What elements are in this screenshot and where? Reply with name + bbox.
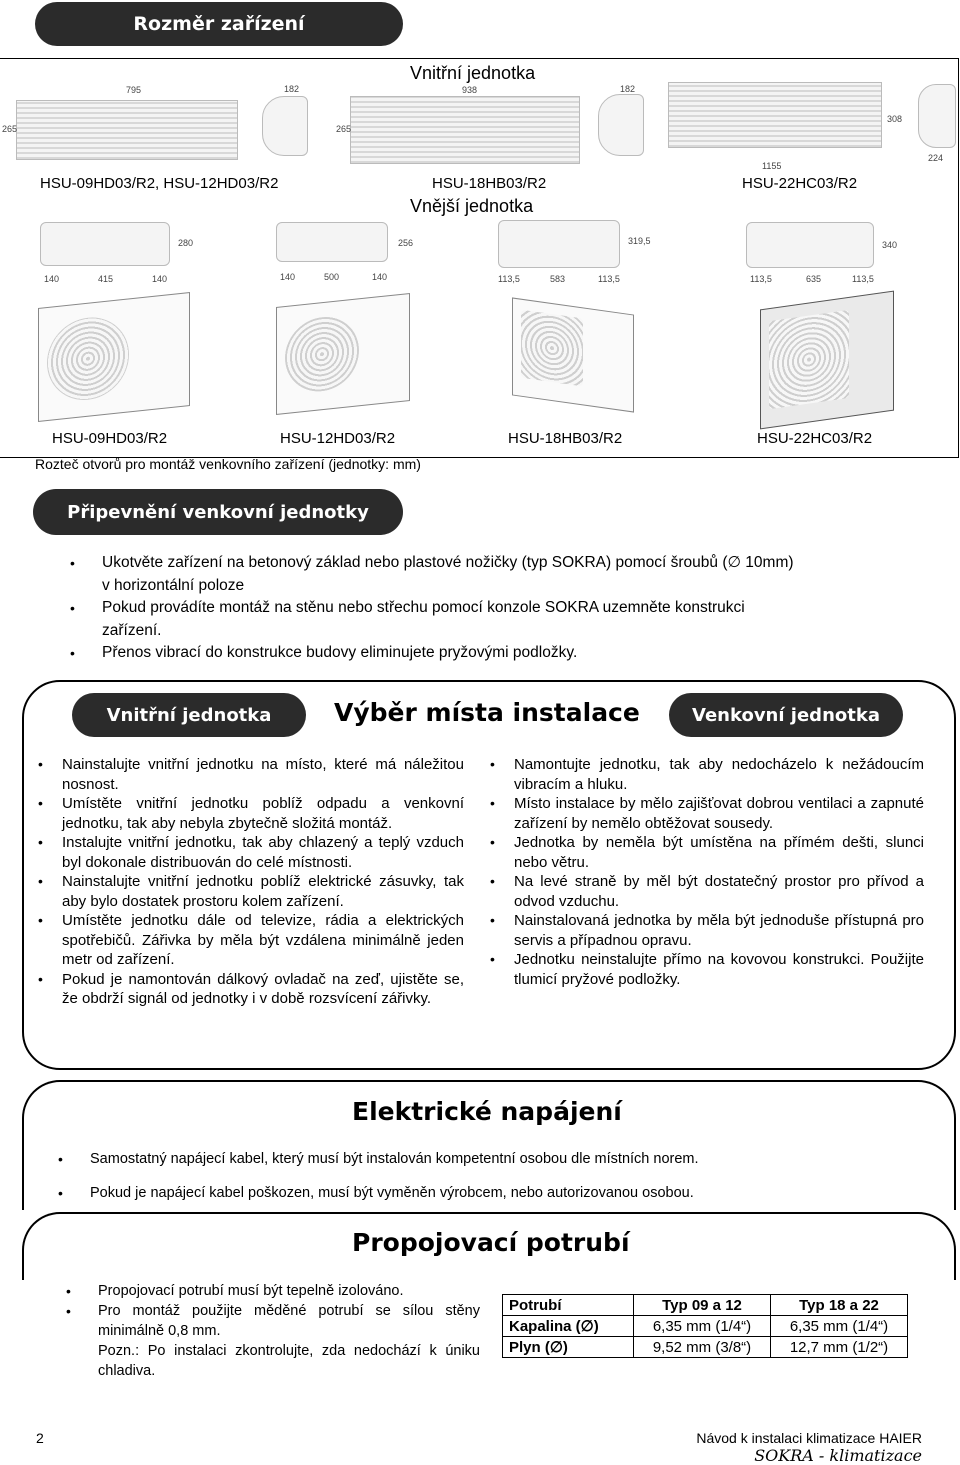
list-item: • Ukotvěte zařízení na betonový základ nebo plastové nožičky (typ SOKRA) pomocí šroubů (∅ 10mm) [102,552,942,575]
list-item: v horizontální poloze [102,576,245,594]
outdoor-unit-figure-c [512,297,634,412]
list-item: • Přenos vibrací do konstrukce budovy eliminujete pryžovými podložky. [102,642,942,665]
list-item: • Pokud je namontován dálkový ovladač na zeď, ujistěte se, že obdrží signál od jednotky i v době rozsvícení zářivky. [62,970,464,1009]
dim-label: 140 [372,272,388,282]
dim-label: 340 [882,240,898,250]
table-header: Typ 09 a 12 [634,1295,771,1316]
outdoor-model-a: HSU-09HD03/R2 [52,430,168,447]
power-supply-list [90,1142,930,1210]
dim-label: 280 [178,238,194,248]
dim-label: 256 [398,238,414,248]
list-item: • Nainstalujte vnitřní jednotku na místo, které má náležitou nosnost. [62,755,464,794]
dim-label: 308 [887,114,903,124]
outdoor-base-plan-b [276,222,388,262]
list-item: • Místo instalace by mělo zajišťovat dobrou ventilaci a zapnuté zařízení by nemělo obtěžovat sousedy. [514,794,924,833]
dim-label: 265 [336,124,352,134]
indoor-unit-side-a [262,96,308,156]
table-header: Typ 18 a 22 [771,1295,908,1316]
outdoor-fan-grille [47,313,129,404]
page-number: 2 [36,1430,44,1446]
outdoor-fan-grille [769,310,849,409]
list-item: • Pro montáž použijte měděné potrubí se sílou stěny minimálně 0,8 mm. [98,1301,480,1341]
table-cell: 6,35 mm (1/4“) [771,1316,908,1337]
list-item: • Samostatný napájecí kabel, který musí být instalován kompetentní osobou dle místních norem. [90,1142,930,1176]
list-item: • Instalujte vnitřní jednotku, tak aby chlazený a teplý vzduch byl dokonale distribuován do celé místnosti. [62,833,464,872]
dim-label: 140 [44,274,60,284]
mounting-list [102,552,942,665]
outdoor-base-plan-d [746,222,874,268]
dim-label: 140 [152,274,168,284]
section-pill-outdoor-mounting: Připevnění venkovní jednotky [33,489,403,535]
indoor-model-a: HSU-09HD03/R2, HSU-12HD03/R2 [40,175,279,192]
table-cell: 9,52 mm (3/8“) [634,1337,771,1358]
list-item: zařízení. [102,621,162,639]
indoor-model-b: HSU-18HB03/R2 [432,175,547,192]
indoor-unit-side-c [918,84,956,148]
piping-list [98,1281,480,1381]
table-cell: Plyn (∅) [503,1337,634,1358]
indoor-title: Vnitřní jednotka [410,63,536,83]
outdoor-unit-figure-d [760,291,894,430]
section-pill-outdoor: Venkovní jednotka [669,693,903,737]
list-item: • Jednotku neinstalujte přímo na kovovou konstrukci. Použijte tlumicí pryžové podložky. [514,950,924,989]
outdoor-base-plan-c [498,220,620,268]
indoor-unit-figure-c [668,82,882,148]
outdoor-base-plan-a [40,222,170,266]
indoor-site-list [62,755,464,1009]
table-row [503,1316,908,1337]
table-cell: 6,35 mm (1/4“) [634,1316,771,1337]
dim-label: 938 [462,85,478,95]
dim-label: 182 [284,84,300,94]
dim-label: 113,5 [498,274,520,284]
indoor-model-c: HSU-22HC03/R2 [742,175,858,192]
outdoor-model-c: HSU-18HB03/R2 [508,430,623,447]
dim-label: 1155 [762,161,782,171]
dim-label: 319,5 [628,236,651,246]
list-item: • Nainstalovaná jednotka by měla být jednoduše přístupná pro servis a případnou opravu. [514,911,924,950]
list-item: • Pokud provádíte montáž na stěnu nebo střechu pomocí konzole SOKRA uzemněte konstrukci [102,597,942,620]
table-cell: Kapalina (∅) [503,1316,634,1337]
list-item: Pozn.: Po instalaci zkontrolujte, zda nedochází k úniku chladiva. [98,1343,480,1379]
list-item: • Nainstalujte vnitřní jednotku poblíž elektrické zásuvky, tak aby bylo dostatek prostoru kolem zařízení. [62,872,464,911]
outdoor-site-list [514,755,924,989]
table-row [503,1337,908,1358]
dim-label: 500 [324,272,340,282]
piping-title: Propojovací potrubí [352,1228,630,1257]
outdoor-unit-figure-b [276,293,410,415]
dim-label: 182 [620,84,636,94]
list-item: • Umístěte vnitřní jednotku poblíž odpadu a venkovní jednotku, tak aby nebyla zbytečně složitá montáž. [62,794,464,833]
mounting-caption: Rozteč otvorů pro montáž venkovního zařízení (jednotky: mm) [35,456,421,472]
indoor-unit-figure-a [16,100,238,160]
list-item: • Na levé straně by měl být dostatečný prostor pro přívod a odvod vzduchu. [514,872,924,911]
list-item: • Propojovací potrubí musí být tepelně izolováno. [98,1281,480,1301]
table-row [503,1295,908,1316]
list-item: • Jednotka by neměla být umístěna na přímém dešti, slunci nebo větru. [514,833,924,872]
dim-label: 224 [928,153,944,163]
list-item: • Namontujte jednotku, tak aby nedocházelo k nežádoucím vibracím a hluku. [514,755,924,794]
power-supply-title: Elektrické napájení [352,1097,622,1126]
outdoor-fan-grille [521,310,583,387]
dim-label: 113,5 [852,274,874,284]
section-pill-dimensions: Rozměr zařízení [35,2,403,46]
indoor-unit-figure-b [350,96,580,164]
manual-title: Návod k instalaci klimatizace HAIER [696,1430,922,1446]
indoor-unit-side-b [598,94,644,156]
outdoor-model-b: HSU-12HD03/R2 [280,430,396,447]
dim-label: 583 [550,274,566,284]
dim-label: 140 [280,272,296,282]
outdoor-title: Vnější jednotka [410,196,534,216]
dim-label: 113,5 [598,274,620,284]
dim-label: 795 [126,85,142,95]
dim-label: 415 [98,274,114,284]
section-pill-indoor: Vnitřní jednotka [72,693,306,737]
list-item: • Pokud je napájecí kabel poškozen, musí být vyměněn výrobcem, nebo autorizovanou osobou. [90,1176,930,1210]
outdoor-fan-grille [285,313,359,395]
dim-label: 113,5 [750,274,772,284]
brand-signature: SOKRA - klimatizace [754,1446,922,1465]
dim-label: 635 [806,274,822,284]
table-cell: 12,7 mm (1/2“) [771,1337,908,1358]
table-header: Potrubí [503,1295,634,1316]
outdoor-model-d: HSU-22HC03/R2 [757,430,873,447]
list-item: • Umístěte jednotku dále od televize, rádia a elektrických spotřebičů. Zářivka by měla být vzdálena minimálně jeden metr od zařízení. [62,911,464,970]
dim-label: 265 [2,124,18,134]
outdoor-unit-figure-a [38,292,190,422]
piping-table [502,1294,908,1358]
installation-site-title: Výběr místa instalace [334,698,640,727]
